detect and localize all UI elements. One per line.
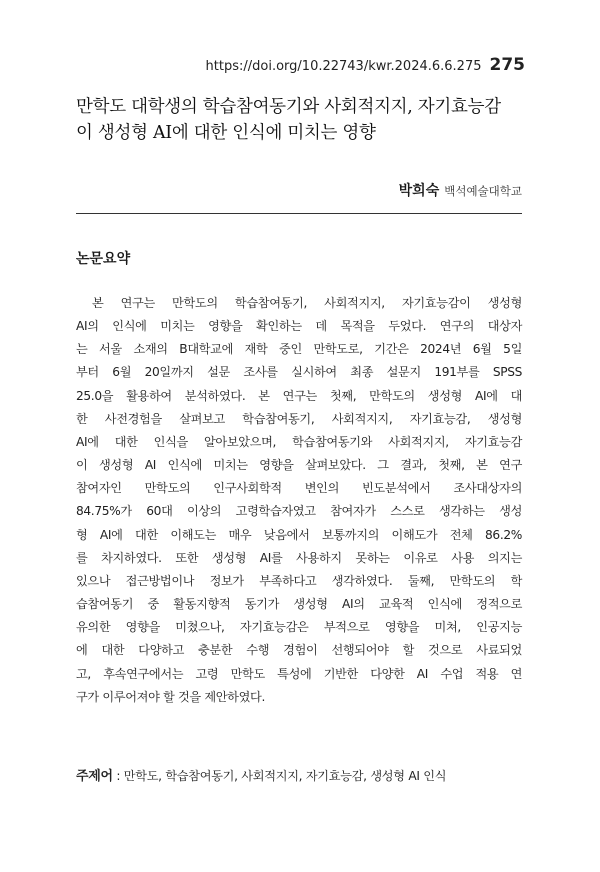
title-line: 만학도 대학생의 학습참여동기와 사회적지지, 자기효능감	[76, 97, 501, 117]
abstract-heading: 논문요약	[76, 251, 131, 267]
abstract-line: 고, 후속연구에서는 고령 만학도 특성에 기반한 다양한 AI 수업 적용 연	[76, 666, 522, 681]
abstract-line: 형 AI에 대한 이해도는 매우 낮음에서 보통까지의 이해도가 전체 86.2%	[76, 527, 522, 542]
abstract-line: AI의 인식에 미치는 영향을 확인하는 데 목적을 두었다. 연구의 대상자	[76, 319, 522, 334]
page-header	[206, 55, 525, 75]
abstract-line: 참여자인 만학도의 인구사회학적 변인의 빈도분석에서 조사대상자의	[76, 481, 522, 496]
page-number: 275	[489, 55, 525, 75]
abstract-line: 구가 이루어져야 할 것을 제안하였다.	[76, 689, 265, 704]
doi-link[interactable]: https://doi.org/10.22743/kwr.2024.6.6.275	[205, 59, 482, 74]
abstract-line: 본 연구는 만학도의 학습참여동기, 사회적지지, 자기효능감이 생성형	[92, 296, 522, 310]
abstract-line: 25.0을 활용하여 분석하였다. 본 연구는 첫째, 만학도의 생성형 AI에 대	[76, 388, 522, 403]
keywords	[76, 765, 522, 784]
abstract-line: AI에 대한 인식을 알아보았으며, 학습참여동기와 사회적지지, 자기효능감	[76, 434, 522, 449]
abstract-body	[76, 292, 522, 709]
keywords-label: 주제어	[76, 769, 113, 784]
abstract-line: 는 서울 소재의 B대학교에 재학 중인 만학도로, 기간은 2024년 6월 5일	[76, 342, 522, 357]
abstract-line: 에 대한 다양하고 충분한 수행 경험이 선행되어야 할 것으로 사료되었	[76, 643, 522, 658]
keywords-text: 만학도, 학습참여동기, 사회적지지, 자기효능감, 생성형 AI 인식	[123, 769, 447, 783]
keywords-separator: :	[112, 769, 124, 783]
paper-title	[76, 94, 536, 146]
abstract-line: 습참여동기 중 활동지향적 동기가 생성형 AI의 교육적 인식에 정적으로	[76, 597, 522, 612]
author-name: 박희숙	[398, 183, 440, 199]
author-block	[399, 180, 522, 200]
title-line: 이 생성형 AI에 대한 인식에 미치는 영향	[76, 123, 376, 143]
abstract-line: 84.75%가 60대 이상의 고령학습자였고 참여자가 스스로 생각하는 생성	[76, 504, 522, 519]
author-affiliation: 백석예술대학교	[444, 184, 522, 198]
abstract-line: 를 차지하였다. 또한 생성형 AI를 사용하지 못하는 이유로 사용 의지는	[76, 550, 522, 565]
title-divider	[76, 213, 522, 214]
abstract-line: 부터 6월 20일까지 설문 조사를 실시하여 최종 설문지 191부를 SPSS	[76, 365, 522, 380]
abstract-line: 있으나 접근방법이나 정보가 부족하다고 생각하였다. 둘째, 만학도의 학	[76, 573, 522, 588]
abstract-line: 한 사전경험을 살펴보고 학습참여동기, 사회적지지, 자기효능감, 생성형	[76, 411, 522, 426]
abstract-line: 유의한 영향을 미쳤으나, 자기효능감은 부적으로 영향을 미쳐, 인공지능	[76, 620, 522, 635]
abstract-line: 이 생성형 AI 인식에 미치는 영향을 살펴보았다. 그 결과, 첫째, 본 연구	[76, 458, 522, 473]
